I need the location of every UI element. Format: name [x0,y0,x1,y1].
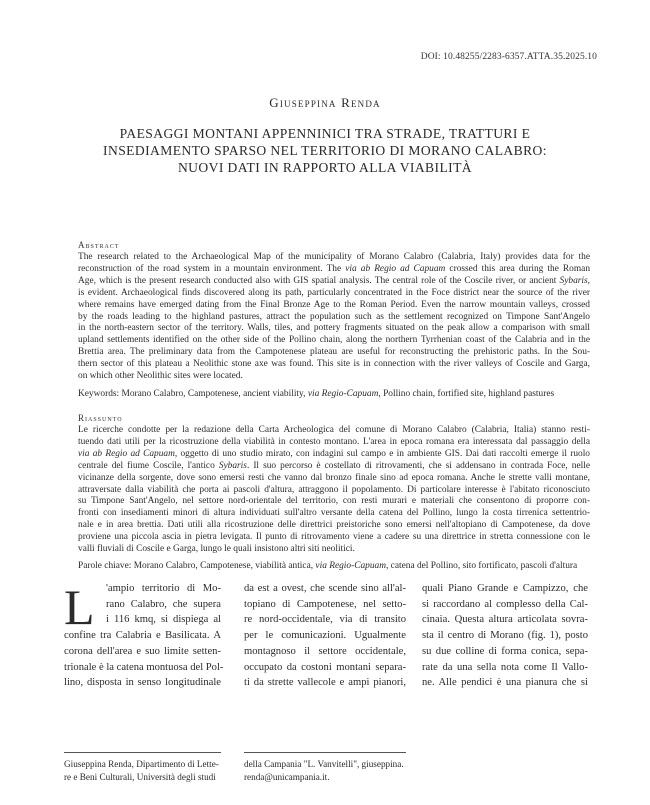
abstract-line: reconstruction of the road system in a mountain environment. The via ab Regio ad Capuam crossed this area during the Roman [78,263,591,274]
abstract-line: where remains have emerged dating from the Final Bronze Age to the Roman Period. Even the narrow mountain valleys, crossed [78,299,590,310]
body-line: montagnoso il settore occidentale, [244,645,406,657]
body-line: da est a ovest, che scende sino all'al- [244,583,406,594]
riassunto-line: tuendo dati utili per la ricostruzione della viabilità in contesto montano. L'area in epoca romana era interessata dal passaggio della [78,436,590,447]
footnote-line: della Campania "L. Vanvitelli", giuseppina. [244,759,404,769]
body-line: i 116 kmq, si dispiega al [106,614,221,626]
riassunto-line: Le ricerche condotte per la redazione della Carta Archeologica del comune di Morano Calabro (Calabria, Italia) stanno resti- [78,425,590,435]
body-line: per le comunicazioni. Ugualmente [244,630,406,642]
body-line: cinaia. Questa altura articolata sovra- [422,614,588,626]
abstract-text [78,252,590,383]
riassunto-line: vicinanze della sorgente, dove sono emersi resti che vanno dal bronzo finale sino ad epoca romana. Anche le strette valli montane, [78,472,590,483]
riassunto-line: attraversate dalla viabilità che porta ai pascoli d'altura, attraggono il popolamento. Di particolare interesse è l'abitato riconosciuto [78,484,590,495]
riassunto-heading: Riassunto [78,413,123,423]
abstract-heading: Abstract [78,240,120,250]
abstract-line: The research related to the Archaeological Map of the municipality of Morano Calabro (Calabria, Italy) provides data for the [78,252,590,262]
abstract-line: is evident. Archaeological finds discovered along its path, particularly concentrated in the Foce district near the source of the river [78,287,590,298]
body-line: ne. Alle pendici è una pianura che si [422,677,588,689]
body-line: sta il centro di Morano (fig. 1), posto [422,630,588,642]
body-column-2 [244,581,406,691]
abstract-line: by the roads leading to the highland pastures, attract the population such as the settlement recognized on Timpone Sant'Angelo [78,311,590,322]
abstract-line: in the north-eastern sector of the territory. Walls, tiles, and pottery fragments situated on the peak allow a comparison with small [78,323,590,334]
footnote-contact [244,758,404,783]
body-column-3 [422,581,588,691]
drop-cap: L [64,579,95,635]
body-line: lino, disposta in senso longitudinale [64,677,221,689]
body-line: occupato da costoni montani separa- [244,661,406,673]
body-line: rate da una sella nota come Il Vallo- [422,661,588,673]
footnote-line: renda@unicampania.it. [244,771,330,782]
article-title [60,125,590,176]
footnote-rule [64,752,221,753]
body-line: trionale è la catena montuosa del Pol- [64,661,224,673]
riassunto-text [78,425,590,556]
riassunto-line: via ab Regio ad Capuam, oggetto di uno studio mirato, con indagini sul campo e in ambiente GIS. Dai dati raccolti emerge il ruolo [78,448,590,459]
riassunto-line: nale e in area brettia. Dati utili alla ricostruzione delle direttrici preistoriche sono emersi nell'altopiano di Campotenese, da dove [78,520,590,531]
riassunto-line: fronti con insediamenti minori di altura individuati sull'altro versante della catena del Pollino, lungo la costa tirrenica settentrio- [78,508,590,519]
body-line: corona dell'area e suo limite setten- [64,645,221,657]
author-name: Giuseppina Renda [269,95,381,110]
body-line: topiano di Campotenese, nel setto- [244,598,406,610]
body-column-1 [64,581,224,691]
riassunto-line: valli fluviali di Coscile e Garga, lungo le quali insistono altri siti neolitici. [78,544,355,555]
footnote-line: re e Beni Culturali, Università degli studi [64,771,216,782]
footnote-rule [244,752,406,753]
footnote-affiliation [64,758,219,783]
abstract-keywords: Keywords: Morano Calabro, Campotenese, ancient viability, via Regio-Capuam, Pollino chain, fortified site, highland pastures [78,389,555,399]
riassunto-line: centrale del fiume Coscile, l'antico Sybaris. Il suo percorso è costellato di ritrovamenti, che si addensano in contrada Foce, nelle [78,460,590,471]
body-line: confine tra Calabria e Basilicata. A [64,630,221,642]
body-line: quali Piano Grande e Campizzo, che [422,583,588,594]
body-line: si raccordano al complesso della Cal- [422,598,588,610]
riassunto-line: proviene una piccola ascia in pietra levigata. Il punto di ritrovamento viene a cadere su una direttrice in stretta connessione con le [78,532,590,543]
doi: DOI: 10.48255/2283-6357.ATTA.35.2025.10 [420,52,597,62]
body-line: rano Calabro, che supera [106,598,221,610]
abstract-line: thern sector of this plateau a Neolithic stone axe was found. This site is in connection with the river valleys of Coscile and Garga, [78,359,590,370]
riassunto-keywords: Parole chiave: Morano Calabro, Campotenese, viabilità antica, via Regio-Capuam, catena del Pollino, sito fortificato, pascoli d'altura [78,561,578,571]
body-line: su due colline di forma conica, sepa- [422,645,588,657]
title-line: PAESAGGI MONTANI APPENNINICI TRA STRADE, TRATTURI E [119,126,531,141]
abstract-line: upland settlements identified on the other side of the Pollino chain, along the northern Tyrrhenian coast of the Calabria and in the [78,335,590,346]
riassunto-line: su Timpone Sant'Angelo, nel settore nord-orientale del territorio, con resti murari e materiali che consentono di proporre con- [78,496,590,507]
body-line: 'ampio territorio di Mo- [106,583,221,594]
title-line: INSEDIAMENTO SPARSO NEL TERRITORIO DI MORANO CALABRO: [103,143,547,158]
body-line: re nord-occidentale, via di transito [244,614,406,626]
abstract-line: on which other Neolithic sites were located. [78,371,243,382]
footnote-line: Giuseppina Renda, Dipartimento di Lette- [64,759,219,769]
abstract-line: Age, which is the present research conducted also with GIS spatial analysis. The central role of the Coscile river, or ancient Sybaris, [78,275,590,286]
abstract-line: Brettia area. The preliminary data from the Campotenese plateau are useful for reconstructing the prehistoric paths. In the Sou- [78,347,590,358]
title-line: NUOVI DATI IN RAPPORTO ALLA VIABILITÀ [177,160,473,175]
body-line: ti da strette vallecole e ampi pianori, [244,677,406,689]
